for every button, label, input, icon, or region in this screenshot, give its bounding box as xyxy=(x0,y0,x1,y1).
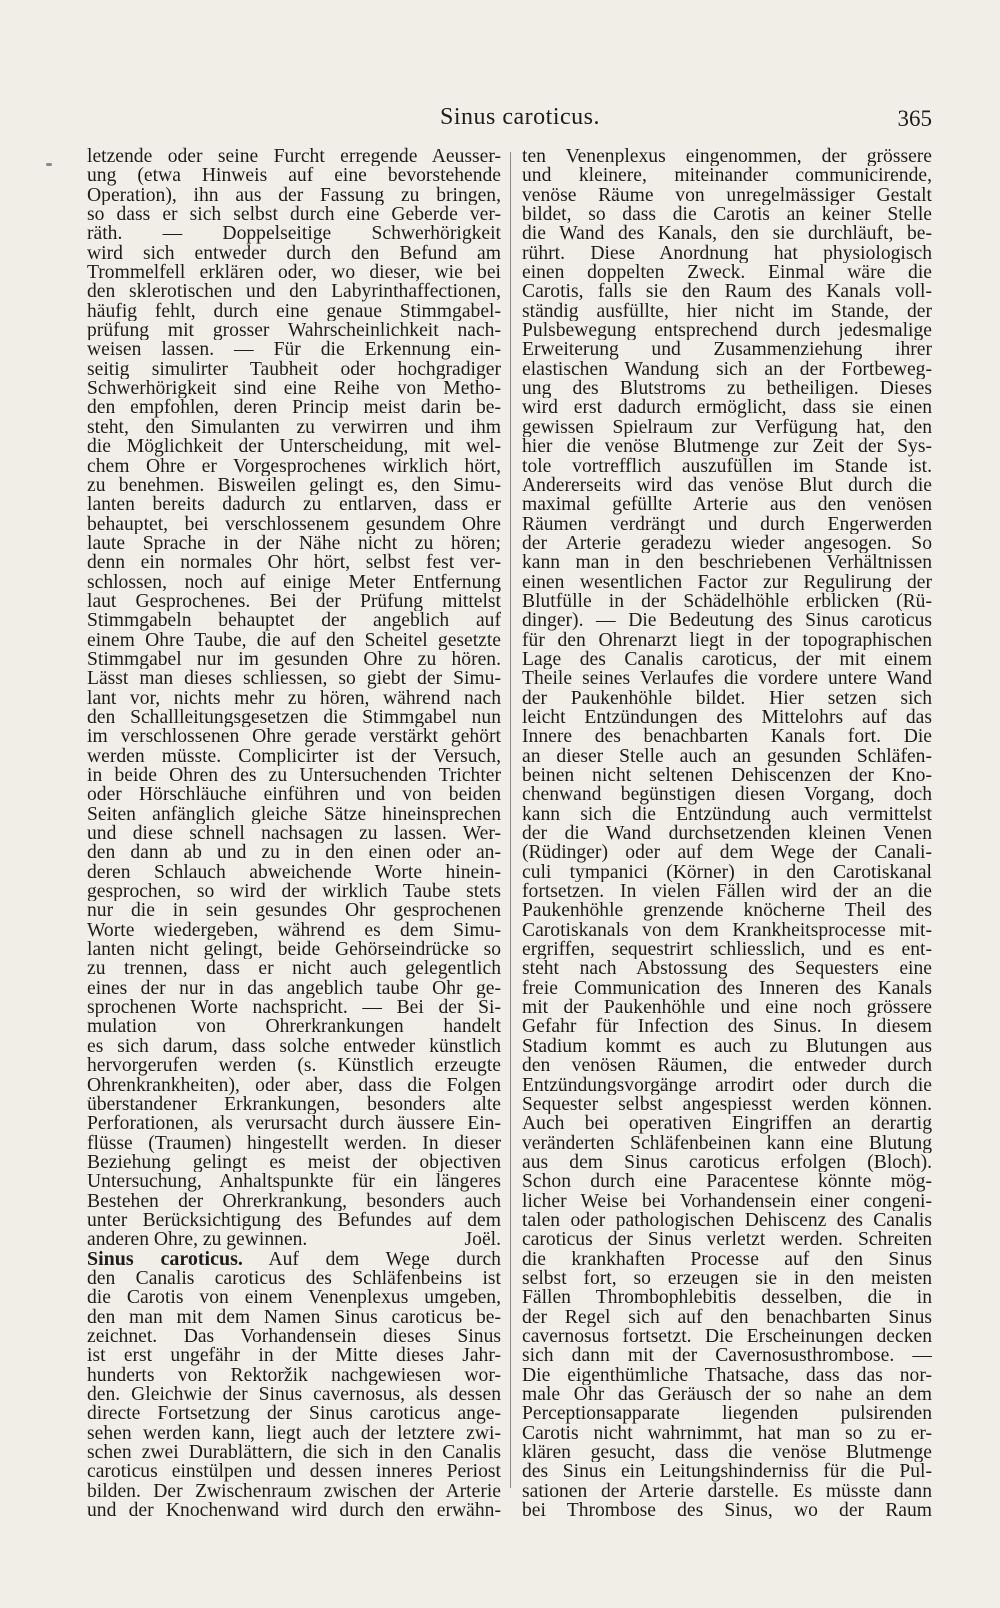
text-line: den dann ab und zu in den einen oder an- xyxy=(87,843,501,863)
text-line: den venösen Räumen, die entweder durch xyxy=(522,1056,932,1076)
text-line: deren Schlauch abweichende Worte hinein- xyxy=(87,862,501,883)
text-line: sationen der Arterie darstelle. Es müsste dann xyxy=(522,1481,932,1502)
text-line: behauptet, bei verschlossenem gesundem Ohre xyxy=(87,514,501,534)
text-line: prüfung mit grosser Wahrscheinlichkeit nach- xyxy=(87,321,501,341)
closing-text: anderen Ohre, zu gewinnen. xyxy=(87,1230,308,1250)
text-line: gesprochen, so wird der wirklich Taube stets xyxy=(87,882,501,902)
text-line: (Rüdinger) oder auf dem Wege der Canali- xyxy=(522,843,932,863)
text-line: Stadium kommt es auch zu Blutungen aus xyxy=(522,1036,932,1057)
text-line: Fällen Thrombophlebitis desselben, die in xyxy=(522,1288,932,1308)
text-line: sprochenen Worte nachspricht. — Bei der Si- xyxy=(87,998,501,1018)
text-line: licher Weise bei Vorhandensein einer congeni- xyxy=(522,1191,932,1211)
text-line: Carotis nicht wahrnimmt, hat man so zu er- xyxy=(522,1423,932,1444)
text-line: Innere des benachbarten Kanals fort. Die xyxy=(522,727,932,747)
text-line: hier die venöse Blutmenge zur Zeit der Sys- xyxy=(522,437,932,457)
text-line: lanten nicht gelingt, beide Gehörseindrücke so xyxy=(87,940,501,960)
text-line: Worte wiedergeben, während es dem Simu- xyxy=(87,920,501,941)
text-line: zeichnet. Das Vorhandensein dieses Sinus xyxy=(87,1326,501,1347)
text-line: Bestehen der Ohrerkrankung, besonders auch xyxy=(87,1191,501,1211)
text-line: Theile seines Verlaufes die vordere untere Wand xyxy=(522,669,932,689)
text-line: die krankhaften Processe auf den Sinus xyxy=(522,1249,932,1269)
text-line: chenwand begünstigen diesen Vorgang, doch xyxy=(522,785,932,805)
text-line: weisen lassen. — Für die Erkennung ein- xyxy=(87,340,501,360)
text-line: Schon durch eine Paracentese könnte mög- xyxy=(522,1172,932,1192)
text-line: Untersuchung, Anhaltspunkte für ein längeres xyxy=(87,1172,501,1192)
author-signature: Joël. xyxy=(464,1230,501,1250)
text-line: caroticus der Sinus verletzt werden. Schreiten xyxy=(522,1230,932,1250)
text-line: den empfohlen, deren Princip meist darin be- xyxy=(87,398,501,418)
text-line: Carotiskanals von dem Krankheitsprocesse mit- xyxy=(522,920,932,941)
entry-text xyxy=(87,1269,501,1520)
text-line: kann man in den beschriebenen Verhältnissen xyxy=(522,553,932,573)
text-line: schen zwei Durablättern, die sich in den Canalis xyxy=(87,1443,501,1463)
running-header xyxy=(420,104,940,136)
text-line: ständig ausfüllte, hier nicht im Stande, der xyxy=(522,301,932,322)
text-line: Erweiterung und Zusammenziehung ihrer xyxy=(522,340,932,360)
text-line: Gefahr für Infection des Sinus. In diesem xyxy=(522,1017,932,1037)
text-line: sehen werden kann, liegt auch der letztere zwi- xyxy=(87,1423,501,1444)
text-line: aus dem Sinus caroticus erfolgen (Bloch). xyxy=(522,1152,932,1173)
text-line: laute Sprache in der Nähe nicht zu hören; xyxy=(87,533,501,554)
text-line: die Wand des Kanals, den sie durchläuft, be- xyxy=(522,224,932,244)
text-line: eines der nur in das angeblich taube Ohr ge- xyxy=(87,978,501,999)
text-line: an dieser Stelle auch an gesunden Schläfen- xyxy=(522,746,932,766)
text-line: letzende oder seine Furcht erregende Aeusser- xyxy=(87,147,501,167)
text-line: ergriffen, sequestrirt schliesslich, und es ent- xyxy=(522,940,932,960)
text-line: werden müsste. Complicirter ist der Versuch, xyxy=(87,746,501,766)
text-line: caroticus einstülpen und dessen inneres Periost xyxy=(87,1462,501,1482)
text-line: Lage des Canalis caroticus, der mit einem xyxy=(522,649,932,670)
text-line: Pulsbewegung entsprechend durch jedesmalige xyxy=(522,321,932,341)
text-line: steht nach Abstossung des Sequesters eine xyxy=(522,959,932,979)
text-line: häufig fehlt, durch eine genaue Stimmgabel- xyxy=(87,301,501,322)
text-line: maximal gefüllte Arterie aus den venösen xyxy=(522,495,932,515)
text-line: Auch bei operativen Eingriffen an derartig xyxy=(522,1114,932,1134)
text-line: veränderten Schläfenbeinen kann eine Blutung xyxy=(522,1133,932,1153)
text-line: es sich darum, dass solche entweder künstlich xyxy=(87,1036,501,1057)
text-line: für den Ohrenarzt liegt in der topographischen xyxy=(522,630,932,650)
margin-speck xyxy=(46,163,52,166)
text-line: Schwerhörigkeit sind eine Reihe von Metho- xyxy=(87,379,501,399)
text-line: die Möglichkeit der Unterscheidung, mit wel- xyxy=(87,437,501,457)
text-line: male Ohr das Geräusch der so nahe an dem xyxy=(522,1385,932,1405)
text-line: einen wesentlichen Factor zur Regulirung der xyxy=(522,572,932,592)
text-line: und der Knochenwand wird durch den erwähn- xyxy=(87,1501,501,1521)
text-line: mulation von Ohrerkrankungen handelt xyxy=(87,1017,501,1037)
text-line: oder Hörschläuche einführen und von beiden xyxy=(87,785,501,805)
text-line: Beziehung gelingt es meist der objectiven xyxy=(87,1152,501,1173)
text-line: steht, den Simulanten zu verwirren und ihm xyxy=(87,417,501,438)
text-line: Sequester selbst angespiesst werden können. xyxy=(522,1094,932,1115)
text-line: den Canalis caroticus des Schläfenbeins ist xyxy=(87,1268,501,1289)
text-line: in beide Ohren des zu Untersuchenden Trichter xyxy=(87,766,501,786)
text-line: sich dann mit der Cavernosusthrombose. — xyxy=(522,1346,932,1366)
text-line: Räumen verdrängt und durch Engerwerden xyxy=(522,514,932,534)
text-line: culi tympanici (Körner) in den Carotiskanal xyxy=(522,862,932,883)
text-line: chem Ohre er Vorgesprochenes wirklich hört, xyxy=(87,456,501,476)
text-line: Entzündungsvorgänge arrodirt oder durch die xyxy=(522,1075,932,1095)
text-line: Carotis, falls sie den Raum des Kanals voll- xyxy=(522,282,932,302)
text-line: talen oder pathologischen Dehiscenz des Canalis xyxy=(522,1210,932,1231)
text-line: Ohrenkrankheiten), oder aber, dass die Folgen xyxy=(87,1075,501,1095)
text-line: der Arterie geradezu wieder angesogen. So xyxy=(522,533,932,554)
text-line: wird erst dadurch ermöglicht, dass sie einen xyxy=(522,398,932,418)
text-line: selbst fort, so erzeugen sie in den meisten xyxy=(522,1268,932,1289)
text-line: hunderts von Rektoržik nachgewiesen wor- xyxy=(87,1365,501,1385)
text-line: elastischen Wandung sich an der Fortbeweg- xyxy=(522,359,932,380)
text-line: ten Venenplexus eingenommen, der grössere xyxy=(522,147,932,167)
text-line: tole vortrefflich auszufüllen im Stande ist. xyxy=(522,456,932,476)
text-line: den. Gleichwie der Sinus cavernosus, als dessen xyxy=(87,1385,501,1405)
text-line: beinen nicht seltenen Dehiscenzen der Kno- xyxy=(522,766,932,786)
text-line: leicht Entzündungen des Mittelohrs auf das xyxy=(522,707,932,728)
text-line: Perceptionsapparate liegenden pulsirenden xyxy=(522,1404,932,1424)
text-line: nur die in sein gesundes Ohr gesprochenen xyxy=(87,901,501,921)
text-line: cavernosus fortsetzt. Die Erscheinungen decken xyxy=(522,1326,932,1347)
text-line: Blutfülle in der Schädelhöhle erblicken (Rü- xyxy=(522,591,932,612)
entry-first-line: Auf dem Wege durch xyxy=(268,1249,501,1269)
text-line: räth. — Doppelseitige Schwerhörigkeit xyxy=(87,224,501,244)
right-column xyxy=(522,147,932,1520)
text-line: und diese schnell nachsagen zu lassen. Wer- xyxy=(87,824,501,844)
text-line: bei Thrombose des Sinus, wo der Raum xyxy=(522,1501,932,1521)
text-line: Stimmgabel nur im gesunden Ohre zu hören. xyxy=(87,649,501,670)
text-line: klären gesucht, dass die venöse Blutmenge xyxy=(522,1443,932,1463)
page-number: 365 xyxy=(897,106,932,131)
text-line: Perforationen, als verursacht durch äussere Ein- xyxy=(87,1114,501,1134)
text-line: überstandener Erkrankungen, besonders alte xyxy=(87,1094,501,1115)
text-line: einen doppelten Zweck. Einmal wäre die xyxy=(522,263,932,283)
text-line: seitig simulirter Taubheit oder hochgradiger xyxy=(87,359,501,380)
text-line: schlossen, noch auf einige Meter Entfernung xyxy=(87,572,501,592)
text-line: den Schallleitungsgesetzen die Stimmgabel nun xyxy=(87,707,501,728)
right-column-text xyxy=(522,147,932,1520)
text-line: ung (etwa Hinweis auf eine bevorstehende xyxy=(87,166,501,186)
text-line: der die Wand durchsetzenden kleinen Venen xyxy=(522,824,932,844)
text-line: directe Fortsetzung der Sinus caroticus ange- xyxy=(87,1404,501,1424)
text-line: der Regel sich auf den benachbarten Sinus xyxy=(522,1307,932,1327)
text-line: Lässt man dieses schliessen, so giebt der Simu- xyxy=(87,669,501,689)
entry-heading-line xyxy=(87,1250,501,1269)
text-line: dinger). — Die Bedeutung des Sinus caroticus xyxy=(522,611,932,631)
text-line: zu trennen, dass er nicht auch gelegentlich xyxy=(87,959,501,979)
text-line: des Sinus ein Leitungshinderniss für die Pul- xyxy=(522,1462,932,1482)
column-divider xyxy=(510,152,511,1488)
left-column-text xyxy=(87,147,501,1230)
text-line: Andererseits wird das venöse Blut durch die xyxy=(522,475,932,496)
text-line: Trommelfell erklären oder, wo dieser, wie bei xyxy=(87,263,501,283)
text-line: denn ein normales Ohr hört, selbst fest ver- xyxy=(87,553,501,573)
text-line: gewissen Spielraum zur Verfügung hat, den xyxy=(522,417,932,438)
running-title: Sinus caroticus. xyxy=(440,104,600,130)
text-line: die Carotis von einem Venenplexus umgeben, xyxy=(87,1288,501,1308)
text-line: lant vor, nichts mehr zu hören, während nach xyxy=(87,688,501,708)
text-line: rührt. Diese Anordnung hat physiologisch xyxy=(522,243,932,264)
text-line: so dass er sich selbst durch eine Geberde ver- xyxy=(87,205,501,225)
text-line: und kleinere, miteinander communicirende, xyxy=(522,166,932,186)
text-line: fortsetzen. In vielen Fällen wird der an die xyxy=(522,882,932,902)
text-line: lanten bereits dadurch zu entlarven, dass er xyxy=(87,495,501,515)
text-line: bilden. Der Zwischenraum zwischen der Arterie xyxy=(87,1481,501,1502)
text-line: Paukenhöhle grenzende knöcherne Theil des xyxy=(522,901,932,921)
text-line: Die eigenthümliche Thatsache, dass das nor- xyxy=(522,1365,932,1385)
text-line: bildet, so dass die Carotis an keiner Stelle xyxy=(522,205,932,225)
text-line: ung des Blutstroms zu betheiligen. Dieses xyxy=(522,379,932,399)
text-line: zu benehmen. Bisweilen gelingt es, den Simu- xyxy=(87,475,501,496)
text-line: wird sich entweder durch den Befund am xyxy=(87,243,501,264)
text-line: venöse Räume von unregelmässiger Gestalt xyxy=(522,185,932,206)
text-line: flüsse (Traumen) hingestellt werden. In dieser xyxy=(87,1133,501,1153)
text-line: Stimmgabeln behauptet der angeblich auf xyxy=(87,611,501,631)
text-line: der Paukenhöhle bildet. Hier setzen sich xyxy=(522,688,932,708)
entry-term: Sinus caroticus. xyxy=(87,1249,243,1269)
text-line: mit der Paukenhöhle und eine noch grössere xyxy=(522,998,932,1018)
text-line: den sklerotischen und den Labyrinthaffectionen, xyxy=(87,282,501,302)
closing-line xyxy=(87,1230,501,1249)
text-line: ist erst ungefähr in der Mitte dieses Jahr- xyxy=(87,1346,501,1366)
left-column xyxy=(87,147,501,1520)
text-line: einem Ohre Taube, die auf den Scheitel gesetzte xyxy=(87,630,501,650)
text-line: den man mit dem Namen Sinus caroticus be- xyxy=(87,1307,501,1327)
text-line: laut Gesprochenes. Bei der Prüfung mittelst xyxy=(87,591,501,612)
text-line: freie Communication des Inneren des Kanals xyxy=(522,978,932,999)
text-line: unter Berücksichtigung des Befundes auf dem xyxy=(87,1210,501,1231)
text-line: Seiten anfänglich gleiche Sätze hineinsprechen xyxy=(87,804,501,825)
text-line: im verschlossenen Ohre gerade verstärkt gehört xyxy=(87,727,501,747)
text-line: Operation), ihn aus der Fassung zu bringen, xyxy=(87,185,501,206)
text-line: hervorgerufen werden (s. Künstlich erzeugte xyxy=(87,1056,501,1076)
text-line: kann sich die Entzündung auch vermittelst xyxy=(522,804,932,825)
